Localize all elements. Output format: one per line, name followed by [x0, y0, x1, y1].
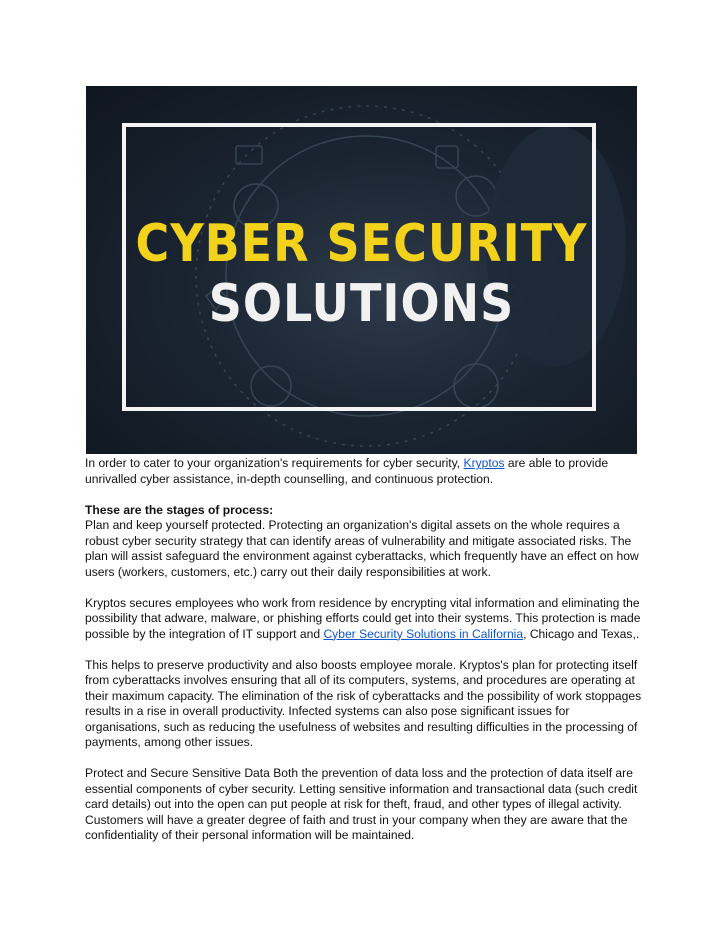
paragraph-productivity: This helps to preserve productivity and also boosts employee morale. Kryptos's plan for protecting itself from cyberattacks involves ensuring that all of its computers, systems, and procedures are operating at their maximum capacity. The elimination of the risk of cyberattacks and the possibility of work stoppages results in a rise in overall productivity. Infected systems can also pose significant issues for organisations, such as reducing the usefulness of websites and resulting difficulties in the processing of payments, among other issues. — [85, 657, 642, 749]
kryptos-link[interactable]: Kryptos — [463, 456, 505, 470]
paragraph-intro — [85, 456, 645, 487]
hero-title-line1: CYBER SECURITY — [135, 212, 588, 274]
intro-text-before: In order to cater to your organization's requirements for cyber security, — [85, 456, 464, 470]
paragraph-sensitive-data: Protect and Secure Sensitive Data Both the prevention of data loss and the protection of data itself are essential components of cyber security. Letting sensitive information and transactional data (such credit card details) out into the open can put people at risk for theft, fraud, and other types of illegal activity. Customers will have a greater degree of faith and trust in your company when they are aware that the confidentiality of their personal information will be maintained. — [85, 766, 638, 842]
article-body — [85, 456, 645, 859]
paragraph-remote-work — [85, 596, 645, 643]
stages-text: Plan and keep yourself protected. Protecting an organization's digital assets on the whole requires a robust cyber security strategy that can identify areas of vulnerability and mitigate associated risks. The plan will assist safeguard the environment against cyberattacks, which frequently have an effect on how users (workers, customers, etc.) carry out their daily responsibilities at work. — [85, 518, 639, 579]
hero-title-line2: SOLUTIONS — [208, 272, 515, 334]
cyber-security-california-link[interactable]: Cyber Security Solutions in California — [323, 626, 524, 641]
stages-heading: These are the stages of process: — [85, 502, 274, 517]
remote-text-after: , Chicago and Texas,. — [523, 626, 640, 641]
paragraph-stages — [85, 503, 645, 581]
hero-banner — [86, 86, 637, 454]
remote-text-before: Kryptos secures employees who work from residence by encrypting vital information and eliminating the possibility that adware, malware, or phishing efforts could get into their systems. This protection is made possible by the integration of IT support and — [85, 595, 641, 641]
intro-text-after: are able to provide unrivalled cyber assistance, in-depth counselling, and continuous protection. — [85, 456, 609, 486]
